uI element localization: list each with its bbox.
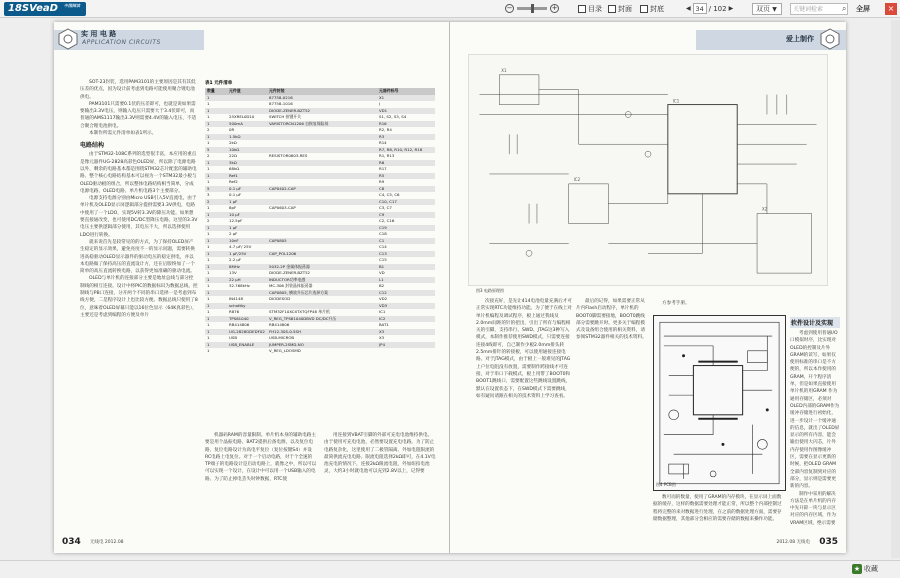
vertical-scrollbar[interactable]: [891, 20, 900, 558]
table-cell: 1: [205, 251, 227, 258]
table-cell: L1: [377, 277, 435, 284]
table-cell: 22 μH: [227, 277, 267, 284]
table-cell: 5032-2P 金属体振荡器: [267, 264, 377, 271]
table-cell: 2.2 μF: [229, 257, 242, 262]
parts-table-block: [205, 80, 435, 355]
table-cell: 87758-0216: [267, 95, 377, 102]
table-cell: 1: [205, 316, 227, 323]
table-cell: 1: [205, 238, 227, 245]
view-mode-select[interactable]: [752, 3, 782, 15]
zoom-in-icon[interactable]: +: [551, 4, 558, 12]
paragraph: 就来说首先是较常见的的方式，为了保持OLED屏产生稳定的显示效果，避免亮度不一的显示问题，需要转换进高稳驱动OLED显示器件的驱动电压的稳定供电，并以本电路做了保持高压的直流设计方，还在后版终加了一个简单的高压直流转换电路，以获得更加准确的驱动电流。: [80, 239, 195, 275]
table-cell: 1: [205, 277, 227, 284]
table-cell: VD: [379, 270, 385, 275]
table-cell: R876: [229, 309, 240, 314]
search-icon[interactable]: ⌕: [842, 4, 847, 13]
table-header-cell: 数量: [205, 88, 227, 95]
table-cell: C3, C7: [379, 205, 392, 210]
section-heading: 软件设计及实现: [790, 317, 840, 328]
table-cell: 1: [207, 231, 210, 236]
table-cell: 1: [205, 342, 227, 349]
table-cell: V_REG_TPS61040DBVD DC/DC升压: [267, 316, 377, 323]
table-cell: S1, S2, S3, S4: [379, 114, 407, 119]
footer-text: 2012.08 无线电: [776, 540, 810, 545]
close-button[interactable]: ×: [885, 3, 897, 15]
table-cell: B1: [377, 264, 435, 271]
table-cell: 25XREL0D10: [229, 114, 255, 119]
table-cell: SWITCH 按键开关: [269, 114, 302, 119]
right-column-3-bottom: [653, 494, 785, 523]
table-cell: C1: [377, 238, 435, 245]
table-cell: 1: [207, 322, 210, 327]
paragraph: 方参考手册。: [662, 301, 690, 306]
catalog-label: 目录: [588, 5, 602, 13]
table-cell: 87758-1016: [269, 101, 293, 106]
table-cell: CAP0603-CAP: [269, 205, 296, 210]
table-cell: DIODE-ZENER-BZT52: [269, 270, 311, 275]
table-cell: CAP0805: [267, 238, 377, 245]
table-cell: 2: [205, 199, 227, 206]
table-cell: 1: [207, 257, 210, 262]
table-cell: CAP0402-CAP: [267, 186, 377, 193]
page-number: 035: [819, 537, 838, 547]
cover-button[interactable]: [608, 3, 632, 15]
table-cell: 1: [205, 303, 227, 310]
bottom-bar: [0, 560, 900, 578]
table-cell: B2: [379, 283, 385, 288]
table-cell: 1: [207, 309, 210, 314]
table-cell: 2: [207, 218, 210, 223]
table-cell: C12: [377, 290, 435, 297]
svg-text:IC1: IC1: [672, 98, 680, 104]
table-cell: 2kΩ: [229, 140, 237, 145]
cover-icon: [608, 5, 616, 13]
circuit-schematic: [468, 54, 828, 286]
table-header-cell: 元件封装: [267, 88, 377, 95]
table-cell: USB_ENABLE: [227, 342, 267, 349]
table-cell: X1: [377, 95, 435, 102]
table-row: [205, 348, 435, 355]
table-cell: R9: [379, 179, 385, 184]
section-heading: 电路结构: [80, 142, 105, 150]
table-cell: RB414806: [229, 322, 250, 327]
left-column-1: [80, 79, 198, 319]
paragraph: 由于STM32-108C系列的选型很丰富，本应用的重点是像元器件UG-2828高彩色OLED屏，所以除了电源电路以外，剩余的电路基本都是围绕STM32芯片配套的辅助电路。整个核心电路结构基本可以视为一个STM32最小板与OLED驱动板的组合，所以整体电路结构相当简单，分成电源电路、OLED电路、单片机电路3个主要部分。: [80, 152, 197, 194]
table-cell: 1.5kΩ: [227, 134, 267, 141]
page-input[interactable]: 34: [693, 3, 707, 14]
table-cell: 1: [207, 166, 210, 171]
page-total: / 102: [708, 4, 727, 13]
view-mode-label: 双页: [756, 5, 770, 13]
table-cell: 500mA: [227, 121, 267, 128]
table-cell: 1: [207, 179, 210, 184]
header-emblem-icon: [820, 28, 840, 50]
table-cell: 1: [207, 244, 210, 249]
table-header-cell: 元件值: [227, 88, 267, 95]
catalog-button[interactable]: [578, 3, 602, 15]
back-cover-label: 封底: [650, 5, 664, 13]
table-cell: 1: [207, 205, 210, 210]
table-cell: MC-306 封装晶体振荡器: [269, 283, 313, 288]
software-text: [790, 330, 840, 527]
prev-page-icon[interactable]: ◀: [686, 5, 691, 12]
table-cell: 1: [205, 160, 227, 167]
table-cell: 1 μF: [227, 199, 267, 206]
table-cell: 13V: [229, 270, 237, 275]
back-cover-icon: [640, 5, 648, 13]
table-cell: [227, 348, 267, 355]
table-cell: 1: [205, 290, 227, 297]
zoom-control: [505, 4, 559, 13]
bookmark-icon[interactable]: ★: [853, 565, 861, 573]
left-column-2: [205, 432, 317, 483]
table-cell: TPS61040: [227, 316, 267, 323]
table-cell: 1: [205, 108, 227, 115]
table-cell: FH12-30S-0.5SH: [267, 329, 377, 336]
table-cell: C19: [377, 225, 435, 232]
table-cell: 1: [207, 348, 210, 353]
table-cell: 8MHz: [227, 264, 267, 271]
bookmark-button[interactable]: 收藏: [864, 565, 878, 573]
table-cell: USB-MICROB: [269, 335, 295, 340]
table-cell: C15: [379, 257, 387, 262]
table-cell: 0R: [229, 127, 235, 132]
table-cell: 1: [205, 264, 227, 271]
table-cell: USB: [229, 335, 237, 340]
table-cell: 1: [205, 173, 227, 180]
table-cell: 1: [205, 121, 227, 128]
table-cell: R14: [379, 140, 387, 145]
table-cell: IC1: [379, 309, 386, 314]
table-cell: 2: [207, 153, 210, 158]
table-cell: C14: [379, 244, 387, 249]
table-cell: VD3: [377, 303, 435, 310]
table-cell: UG-2828GDEDF02: [227, 329, 267, 336]
table-cell: JUMPER-2SMD-NO: [267, 342, 377, 349]
table-cell: 0.1 μF: [227, 186, 267, 193]
reader-toolbar: [0, 0, 900, 18]
left-page[interactable]: [54, 22, 450, 553]
table-cell: 1: [207, 335, 210, 340]
table-cell: Ref2: [229, 179, 238, 184]
table-cell: IN4148: [229, 296, 243, 301]
paragraph: 电源支持电源分别由Micro USB引入5V直流电，由于单片机及OLED显示屏逻辑部分提供需要3.3V供电，电路中使用了一个LDO，实现5V转3.3V的降压功能。如果想要直接通改变，也可使用DC/DC型降压电路。这里的3.3V电压主要供逻辑部分使用，其电压不大，所以选择使用LDO进行转换。: [80, 196, 198, 238]
table-cell: 1: [205, 134, 227, 141]
paragraph: 制作中采用的解决方法是在单片机的内存中先开辟一块与显示区对应的内存区域，作为VRAM区域，绝示需要: [790, 491, 836, 526]
table-cell: 10nF: [227, 238, 267, 245]
back-cover-button[interactable]: [640, 3, 664, 15]
paragraph: OLED与单片机的连接部分主要是地址总线与部分控制线的相互连接。设计中将PIC的数据标识为数据总线，控制线与PB口连接，分开两个不同的串口选择一是考虑到布线方便，二是程序设计上也比较方便。数据总线只使用了8位，意味着OLED屏幕只能以16位色显示（64K真彩色），主要还是考虑到编程的方便及单片: [80, 276, 198, 318]
table-cell: STM32F10XCXTXTQFP48 单片机: [269, 309, 330, 314]
page-navigator: [686, 3, 733, 14]
section-title: 实 用 电 路: [81, 30, 117, 38]
table-header-cell: 元器件标号: [377, 88, 435, 95]
table-cell: Ref1: [227, 173, 267, 180]
table-cell: C10, C17: [377, 199, 435, 206]
table-cell: 1: [207, 270, 210, 275]
table-cell: C2, C16: [379, 218, 395, 223]
table-cell: 4.7 μF/ 25V: [229, 244, 252, 249]
table-cell: C18: [379, 231, 387, 236]
site-logo[interactable]: 18SVeaD 中国阅读: [4, 2, 86, 16]
svg-text:X1: X1: [501, 67, 507, 73]
table-cell: CAP_POL1206: [267, 251, 377, 258]
table-cell: VD1: [377, 108, 435, 115]
magazine-spread: [54, 22, 846, 553]
table-cell: 5: [205, 147, 227, 154]
svg-text:X2: X2: [762, 206, 768, 212]
table-cell: R3: [377, 134, 435, 141]
table-cell: INDUCTOR功率电感: [267, 277, 377, 284]
table-cell: R17: [379, 166, 387, 171]
table-cell: 12.5pF: [229, 218, 243, 223]
table-cell: V_REG_LDOSMD: [269, 348, 301, 353]
table-cell: 1: [207, 140, 210, 145]
right-page[interactable]: [450, 22, 846, 553]
table-cell: J: [379, 101, 381, 106]
paragraph: PAM3101只需要0.1伏的压差即可，也就是说如果需要输出3.3V电压，则输入电压只需要大于3.4伏即可，而普通的AMS1117输出3.3V则需要4.4V的输入电压，不适合聚合锂电池供电。: [80, 101, 197, 129]
table-cell: 5: [205, 186, 227, 193]
right-column-3-top: [653, 300, 713, 307]
table-cell: 1 μF/25V: [227, 251, 267, 258]
table-cell: 1: [205, 212, 227, 219]
table-cell: C8: [377, 186, 435, 193]
table-cell: C4, C5, C6: [379, 192, 400, 197]
section-subtitle: APPLICATION CIRCUITS: [82, 39, 161, 46]
table-cell: 1: [207, 101, 210, 106]
page-number: 034: [62, 537, 81, 547]
table-cell: 1: [207, 283, 210, 288]
right-column-2: [576, 298, 648, 342]
table-cell: JP4: [377, 342, 435, 349]
zoom-out-icon[interactable]: −: [506, 4, 513, 12]
paragraph: 用连接到VBAT引脚的外部可充电电池维持供电。由于使用可充电电池，必然要设置充电电路。为了防止电路复杂化，这里使用了二极管隔离、外加电阻限流的最简供流充电电路。限流电阻选择2kΩ即可，在4.1V电池充电的情况下，连接2kΩ限流电阻，外加纽扣电池灵，大约3小时就电池可以充到2.8V以上，记得要: [324, 433, 436, 475]
table-cell: R6: [377, 160, 435, 167]
table-cell: X3: [377, 329, 435, 336]
table-cell: R16: [377, 121, 435, 128]
paragraph: 数可而的数量，使用了GRAM的内存模块，在显示屏上面数据的缓存，这样的数据需要处理才能正常，所以整个内部控制过程将完整的来对数据进行处理，在之前的数据处理方面，需要存储数据整理，其他部分会相应的需要存储的数据来操作功能。: [653, 495, 782, 522]
parts-table: [205, 88, 435, 355]
table-cell: DIODESOD: [269, 296, 291, 301]
chevron-down-icon: ▼: [772, 6, 777, 13]
table-cell: R2, R4: [379, 127, 392, 132]
paragraph: 最后的记得，如果需要正常从片内Flash启动程序，单片机的BOOT0脚需要接地，BOOT0跳线部分需要跳开时。更多关于编程模式及设备组合使用的相关资料，请参阅STM32器件相关的技术资料。: [576, 299, 647, 341]
table-cell: 1: [207, 296, 210, 301]
table-cell: CAP0805, 横放升压芯片选择方案: [267, 290, 377, 297]
table-cell: BAT1: [379, 322, 389, 327]
table-cell: 0.1 μF: [229, 192, 242, 197]
table-cell: 32.768kHz: [229, 283, 250, 288]
table-cell: [377, 348, 435, 355]
table-caption: 表1 元件清单: [205, 81, 233, 86]
header-emblem-icon: [58, 28, 78, 50]
site-logo-sub: 中国阅读: [64, 3, 80, 8]
table-cell: 1 μF: [227, 225, 267, 232]
table-cell: 2: [207, 127, 210, 132]
right-column-1: [476, 298, 572, 400]
footer-text: 无线电 2012.08: [90, 540, 124, 545]
table-cell: 22Ω: [229, 153, 237, 158]
table-cell: RESISTOR0603-RES: [269, 153, 308, 158]
paragraph: SOT-23封装，选用PAM3101的主要原因是其有其低压差的优点，因为设计前考虑到电路可能使用聚合锂电池供电。: [80, 80, 196, 100]
paragraph: 考虑到使用普通I/O口模拟时序，比实现对OLED的控制及片外GRAM的读写，如果仅使用标准的串口是不方便的，所以本作使用的GRAM，开个程序清单，但是如果直接使用单片机的用GRAM 作为通用存储区，必须对OLED内部的GRAM作为缓冲存储进行初始化，进一步设计一个缓冲通的信息，就出了OLED屏显示的所有内容，能会输出使用大闪芯，片外内存使用作图像缓冲区，需要在显示更新的时候，把OLED GRAM全部内容复制到对应的部分，显示则是需要更新的内容。: [790, 331, 840, 490]
table-cell: 68kΩ: [229, 166, 240, 171]
table-cell: VD2: [379, 296, 388, 301]
table-cell: schottky: [227, 303, 267, 310]
table-cell: 1: [207, 114, 210, 119]
table-cell: 2 μF: [229, 231, 238, 236]
table-body: [205, 95, 435, 355]
right-column-4: [790, 314, 840, 527]
table-cell: C9: [377, 212, 435, 219]
zoom-slider[interactable]: [517, 7, 547, 10]
figure-caption: 图4 PCB图: [656, 482, 676, 487]
section-title: 爱上制作: [786, 35, 814, 43]
zoom-slider-knob[interactable]: [531, 4, 534, 13]
table-cell: 10kΩ: [227, 147, 267, 154]
pcb-image: [653, 315, 786, 491]
table-cell: DIODE-ZENER-BZT52: [267, 108, 377, 115]
table-cell: 1: [205, 225, 227, 232]
paragraph: 本制作所需元件清单如表1所示。: [89, 131, 157, 137]
fullscreen-button[interactable]: 全屏: [856, 5, 870, 13]
catalog-icon: [578, 5, 586, 13]
search-input[interactable]: 关键词检索: [790, 3, 848, 15]
table-cell: R7, R8, R10, R12, R18: [377, 147, 435, 154]
table-cell: RB414806: [269, 322, 290, 327]
paragraph: 机器码RAM的容量限制。单片机本身的辅助电路主要是用个晶振电路、BAT2提供后备电源，以及复位电路，复位电路设计为高电平复位（复位按键S4）并设RC电路上电复位。对于一个启动电路，对于个全速的TP端子的电路设计是启动电路上，就像之中，所以可以可以实现一个设计，在设计中可以用一个USB输入的电路。为了防止掉电丢失时钟数据，RTC使: [205, 433, 317, 482]
svg-text:IC2: IC2: [573, 176, 581, 182]
next-page-icon[interactable]: ▶: [728, 5, 734, 12]
table-cell: C13: [377, 251, 435, 258]
left-column-3: [324, 432, 436, 476]
table-cell: 1: [205, 95, 227, 102]
figure-caption: 图3 电路原理图: [476, 288, 504, 293]
cover-label: 封面: [618, 5, 632, 13]
table-cell: R1, R13: [379, 153, 395, 158]
table-cell: 10 μF: [227, 212, 267, 219]
table-cell: X3: [379, 335, 385, 340]
table-cell: IC2: [377, 316, 435, 323]
table-cell: 8pF: [229, 205, 237, 210]
paragraph: 次接充好，是先让414电池电量充满后才可正常实现RTC功能维持功能。为了便于在线上对单片机编程及调试程序，板上通过我线及2.0mm间距的针的把出，引出了所有与编程相关的引脚，支持串行、SWD、JTAG这3种写入模式，本制作推荐使用SWD模式，只需要连接连接4线即可，自己制作少板2.0mm排头转2.5mm排针的转接板，可以使用通接连接电路。对于JTAG模式，由于板上一般难见的JTAG上户位电阻没有放置，需要制作跨接线才可连接，对于串口下载模式，板上用带了BOOT0和BOOT1跳线口，需要配置这些跳线设置跳线，默认在设置状态下，在SWD模式下需要跳线，如有疑问请跟在相关的技术资料上学习查看。: [476, 299, 572, 399]
table-cell: R5: [377, 173, 435, 180]
table-cell: 1: [205, 329, 227, 336]
table-cell: 3: [207, 192, 210, 197]
table-cell: VARISTORCN1206 自恢复保险丝: [267, 121, 377, 128]
table-cell: 3kΩ: [227, 160, 267, 167]
